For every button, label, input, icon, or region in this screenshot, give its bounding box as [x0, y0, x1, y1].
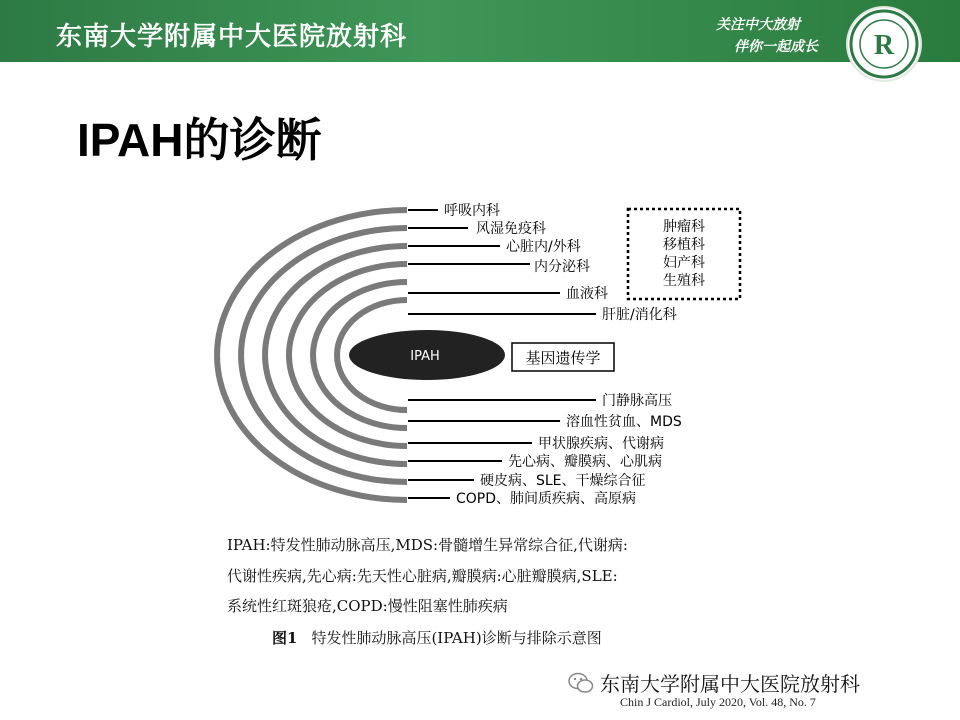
diagnosis-diagram — [212, 195, 757, 515]
box-item-2: 移植科 — [663, 237, 705, 253]
figure-title-text: 特发性肺动脉高压(IPAH)诊断与排除示意图 — [311, 629, 602, 647]
ipah-label: IPAH — [410, 349, 440, 364]
lower-item-3: 甲状腺疾病、代谢病 — [538, 436, 664, 452]
header-banner — [0, 0, 960, 62]
slogan-line-1: 关注中大放射 — [716, 17, 800, 33]
box-item-4: 生殖科 — [663, 273, 705, 289]
lower-item-2: 溶血性贫血、MDS — [566, 414, 682, 430]
watermark — [568, 668, 860, 697]
hospital-logo — [848, 8, 920, 80]
logo-letter: R — [873, 30, 895, 61]
caption-line-1: IPAH:特发性肺动脉高压,MDS:骨髓增生异常综合征,代谢病: — [227, 536, 628, 554]
figure-title — [272, 627, 602, 648]
watermark-text: 东南大学附属中大医院放射科 — [600, 672, 860, 696]
page-title: IPAH的诊断 — [77, 114, 322, 166]
upper-item-2: 风湿免疫科 — [476, 221, 546, 237]
figure-number: 图1 — [272, 629, 298, 647]
lower-item-5: 硬皮病、SLE、干燥综合征 — [480, 473, 646, 489]
source-citation: Chin J Cardiol, July 2020, Vol. 48, No. 7 — [620, 695, 816, 709]
upper-item-4: 内分泌科 — [534, 259, 590, 275]
header-title: 东南大学附属中大医院放射科 — [56, 22, 408, 52]
upper-item-1: 呼吸内科 — [444, 203, 500, 219]
upper-item-6: 肝脏/消化科 — [602, 307, 677, 323]
upper-item-3: 心脏内/外科 — [506, 239, 581, 255]
wechat-icon — [568, 672, 594, 694]
box-item-1: 肿瘤科 — [663, 219, 705, 235]
box-item-3: 妇产科 — [663, 255, 705, 271]
lower-item-1: 门静脉高压 — [602, 393, 672, 409]
lower-item-6: COPD、肺间质疾病、高原病 — [456, 491, 637, 507]
genetics-label: 基因遗传学 — [525, 349, 601, 367]
caption-line-2: 代谢性疾病,先心病:先天性心脏病,瓣膜病:心脏瓣膜病,SLE: — [227, 567, 618, 585]
caption-line-3: 系统性红斑狼疮,COPD:慢性阻塞性肺疾病 — [227, 597, 508, 615]
slogan-line-2: 伴你一起成长 — [734, 39, 818, 55]
upper-item-5: 血液科 — [566, 286, 608, 302]
lower-item-4: 先心病、瓣膜病、心肌病 — [508, 454, 662, 470]
